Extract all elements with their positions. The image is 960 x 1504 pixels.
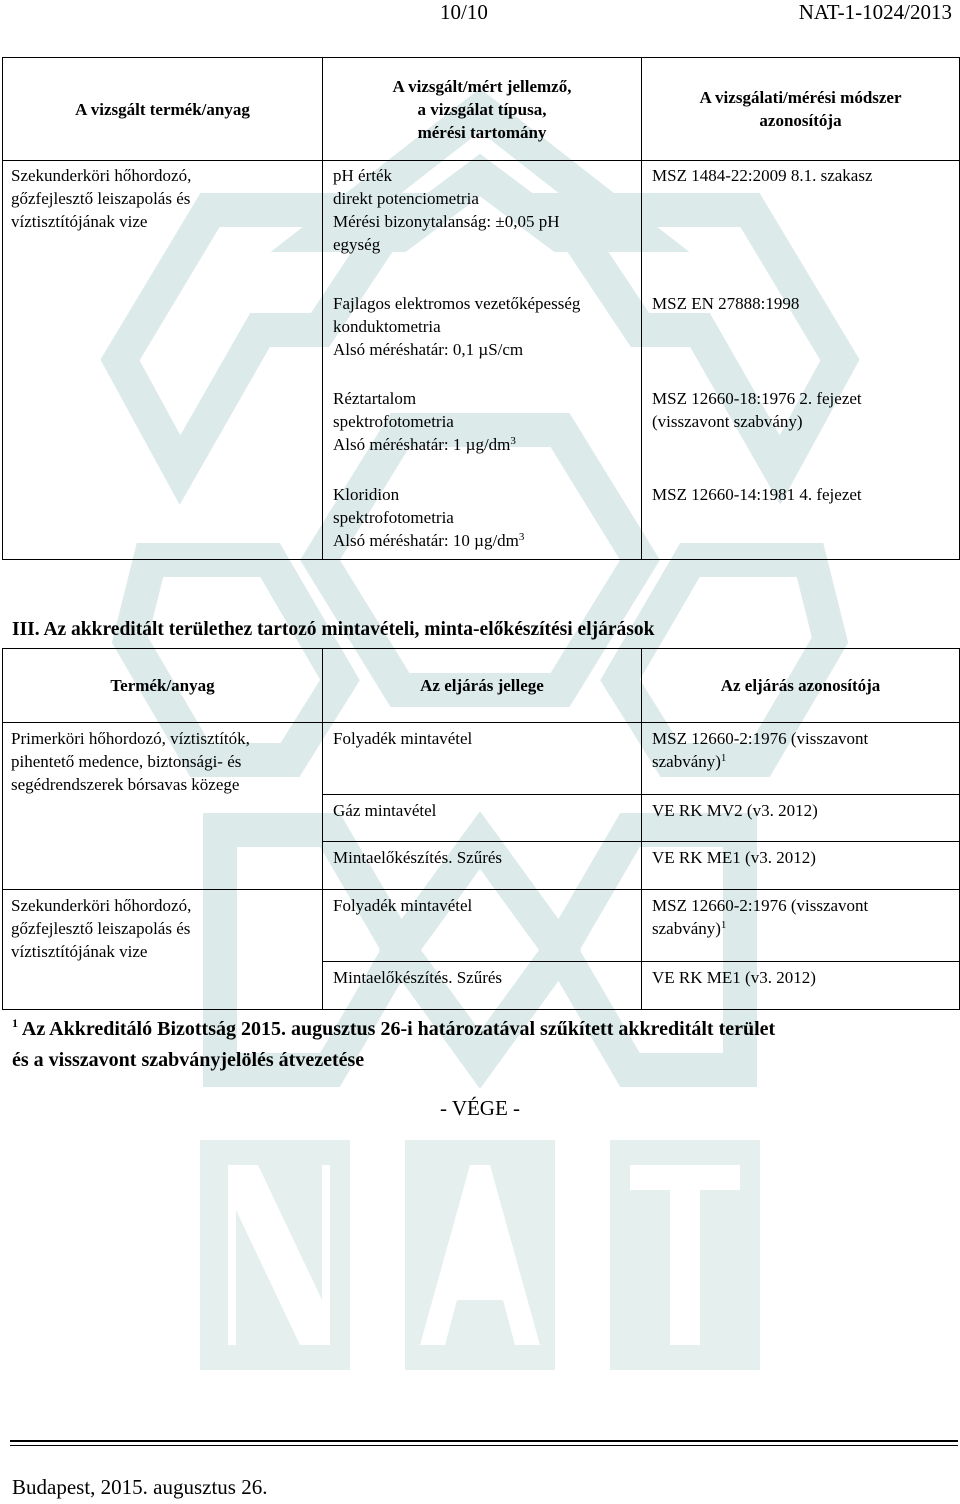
document-id: NAT-1-1024/2013 bbox=[798, 0, 952, 24]
identifier-cell: VE RK ME1 (v3. 2012) bbox=[642, 842, 960, 890]
measurement-ph: pH érték direkt potenciometria Mérési bizonytalanság: ±0,05 pH egység bbox=[333, 166, 560, 254]
footnote: $^1$ Az Akkreditáló Bizottság 2015. augusztus 26-i határozatával szűkített akkreditált terület és a visszavont szabványjelölés átvezetése bbox=[12, 1016, 776, 1071]
nature-cell: Mintaelőkészítés. Szűrés bbox=[323, 842, 642, 890]
footer-rule bbox=[10, 1440, 958, 1442]
measurement-conductivity: Fajlagos elektromos vezetőképesség konduktometria Alsó méréshatár: 0,1 µS/cm bbox=[333, 294, 581, 359]
page-number: 10/10 bbox=[440, 0, 488, 24]
footnote-mark: 1 bbox=[12, 1016, 18, 1030]
test-methods-table bbox=[2, 57, 960, 560]
table-header-row bbox=[3, 649, 960, 723]
header-nature: Az eljárás jellege bbox=[323, 649, 642, 723]
header-identifier: Az eljárás azonosítója bbox=[642, 649, 960, 723]
method-copper: MSZ 12660-18:1976 2. fejezet (visszavont szabvány) bbox=[652, 389, 862, 431]
table-row bbox=[3, 890, 960, 962]
identifier-cell: VE RK MV2 (v3. 2012) bbox=[642, 795, 960, 842]
product-cell: Szekunderköri hőhordozó, gőzfejlesztő leiszapolás és víztisztítójának vize bbox=[3, 161, 323, 560]
header-product: Termék/anyag bbox=[3, 649, 323, 723]
header-product: A vizsgált termék/anyag bbox=[3, 58, 323, 161]
methods-cell bbox=[642, 161, 960, 560]
characteristics-cell bbox=[323, 161, 642, 560]
method-chloride: MSZ 12660-14:1981 4. fejezet bbox=[652, 485, 862, 504]
nature-cell: Folyadék mintavétel bbox=[323, 723, 642, 795]
nature-cell: Mintaelőkészítés. Szűrés bbox=[323, 962, 642, 1010]
page-header bbox=[0, 0, 960, 26]
method-ph: MSZ 1484-22:2009 8.1. szakasz bbox=[652, 166, 873, 185]
nature-cell: Folyadék mintavétel bbox=[323, 890, 642, 962]
measurement-copper: Réztartalom spektrofotometria Alsó méréshatár: 1 $\mu g/dm^3$ bbox=[333, 389, 516, 454]
measurement-chloride: Kloridion spektrofotometria Alsó méréshatár: 10 $\mu g/dm^3$ bbox=[333, 485, 525, 550]
place-date: Budapest, 2015. augusztus 26. bbox=[12, 1475, 268, 1499]
nature-cell: Gáz mintavétel bbox=[323, 795, 642, 842]
method-conductivity: MSZ EN 27888:1998 bbox=[652, 294, 800, 313]
table-header-row bbox=[3, 58, 960, 161]
table-row bbox=[3, 161, 960, 560]
header-characteristic: A vizsgált/mért jellemző, a vizsgálat típusa, mérési tartomány bbox=[323, 58, 642, 161]
table-row bbox=[3, 723, 960, 795]
footer-rule bbox=[10, 1445, 958, 1446]
identifier-cell: VE RK ME1 (v3. 2012) bbox=[642, 962, 960, 1010]
header-method: A vizsgálati/mérési módszer azonosítója bbox=[642, 58, 960, 161]
identifier-cell: MSZ 12660-2:1976 (visszavont szabvány)$^1$ bbox=[642, 723, 960, 795]
product-cell: Primerköri hőhordozó, víztisztítók, pihentető medence, biztonsági- és segédrendszerek bórsavas közege bbox=[3, 723, 323, 890]
identifier-cell: MSZ 12660-2:1976 (visszavont szabvány)$^1$ bbox=[642, 890, 960, 962]
section-title: III. Az akkreditált területhez tartozó mintavételi, minta-előkészítési eljárások bbox=[12, 619, 655, 640]
end-mark: - VÉGE - bbox=[439, 1096, 521, 1120]
product-cell: Szekunderköri hőhordozó, gőzfejlesztő leiszapolás és víztisztítójának vize bbox=[3, 890, 323, 1010]
sampling-procedures-table bbox=[2, 648, 960, 1010]
